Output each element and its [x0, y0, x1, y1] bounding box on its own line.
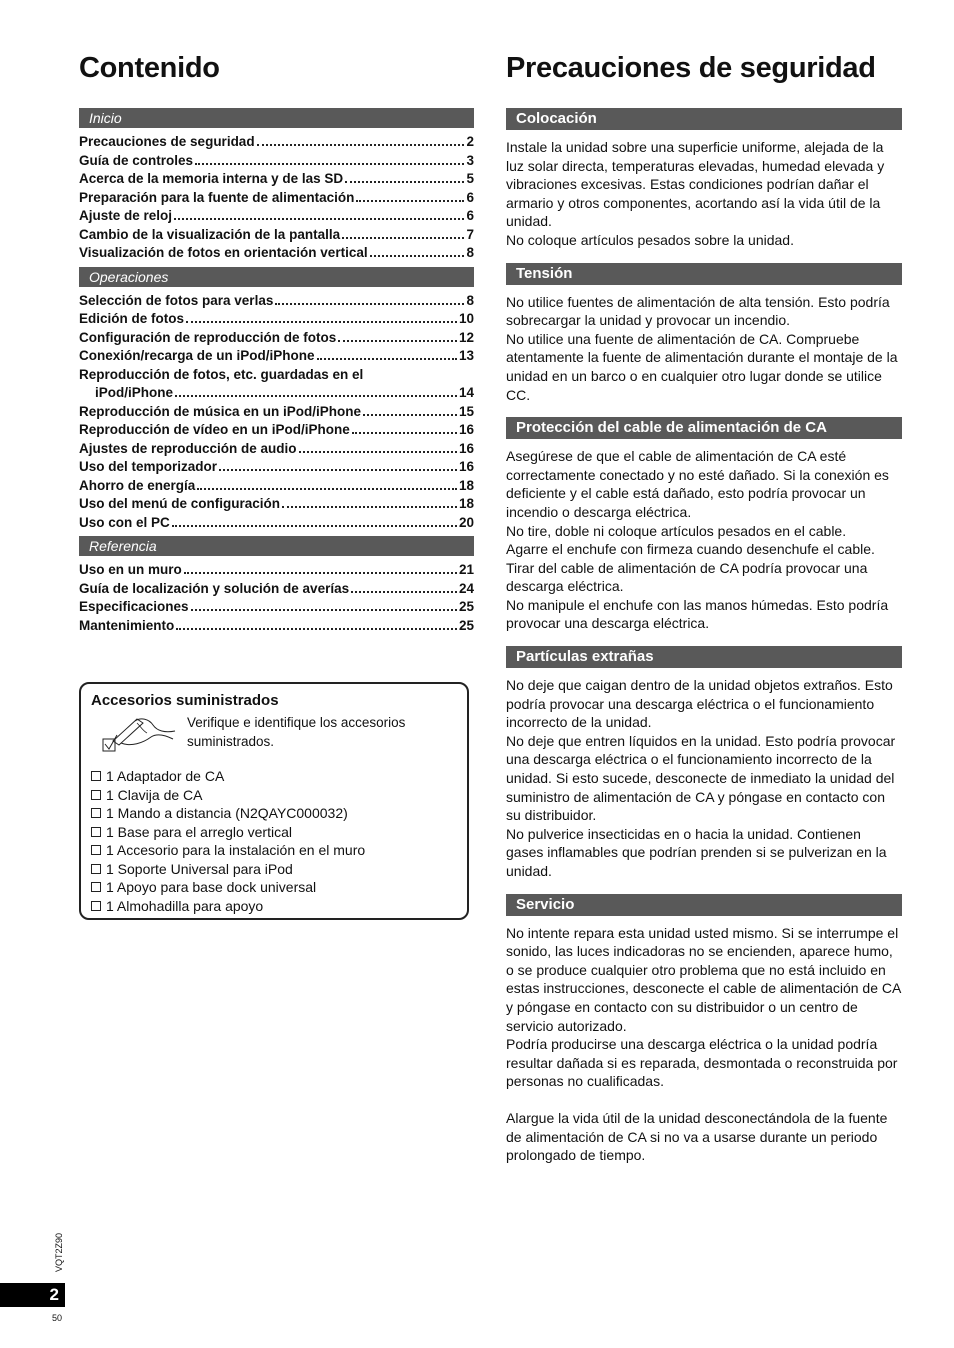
toc-item[interactable]: Especificaciones 25 [79, 599, 474, 614]
toc-list [79, 561, 474, 635]
toc-item[interactable]: Reproducción de música en un iPod/iPhone 15 [79, 403, 474, 419]
toc-list [79, 133, 474, 263]
toc-section-inicio [79, 108, 474, 263]
pen-checkmark-icon [91, 713, 181, 759]
toc-item[interactable]: Uso con el PC 20 [79, 514, 474, 530]
toc-section-heading: Operaciones [79, 267, 474, 287]
toc-item[interactable]: Guía de controles 3 [79, 152, 474, 168]
section-heading: Protección del cable de alimentación de CA [506, 417, 902, 439]
toc-item[interactable]: iPod/iPhone 14 [95, 385, 474, 400]
checkbox-icon[interactable] [91, 864, 101, 874]
checkbox-icon[interactable] [91, 845, 101, 855]
safety-column [506, 48, 902, 1178]
accessory-item: 1 Apoyo para base dock universal [91, 878, 457, 897]
accessory-item: 1 Base para el arreglo vertical [91, 823, 457, 842]
paragraph: Asegúrese de que el cable de alimentación de CA esté correctamente conectado y no esté dañado. Si la conexión es deficiente y el cable está dañado, esto podría provocar un incendio o descarga eléctrica. [506, 448, 889, 520]
checkbox-icon[interactable] [91, 771, 101, 781]
paragraph: No tire, doble ni coloque artículos pesados en el cable. [506, 522, 847, 539]
accessory-item: 1 Clavija de CA [91, 786, 457, 805]
section-heading: Tensión [506, 263, 902, 285]
toc-item[interactable]: Ajuste de reloj 6 [79, 208, 474, 223]
toc-item[interactable]: Uso del menú de configuración 18 [79, 496, 474, 511]
toc-item[interactable]: Selección de fotos para verlas 8 [79, 292, 474, 308]
checkbox-icon[interactable] [91, 808, 101, 818]
paragraph: No manipule el enchufe con las manos húmedas. Esto podría provocar una descarga eléctrica. [506, 596, 889, 632]
toc-section-referencia [79, 536, 474, 635]
accessory-item: 1 Accesorio para la instalación en el muro [91, 841, 457, 860]
paragraph: Podría producirse una descarga eléctrica o la unidad podría resultar dañada si es reparada, desmontada o reconstruida por personas no cualificadas. [506, 1036, 898, 1090]
checkbox-icon[interactable] [91, 882, 101, 892]
toc-item[interactable]: Ahorro de energía 18 [79, 477, 474, 493]
section-heading: Colocación [506, 108, 902, 130]
paragraph: No utilice fuentes de alimentación de alta tensión. Esto podría sobrecargar la unidad y provocar un incendio. [506, 293, 890, 329]
accessories-intro-text: Verifique e identifique los accesorios suministrados. [187, 715, 406, 749]
toc-item[interactable]: Precauciones de seguridad 2 [79, 134, 474, 149]
toc-item[interactable]: Uso del temporizador 16 [79, 459, 474, 474]
section-particulas [506, 646, 902, 881]
checkbox-icon[interactable] [91, 790, 101, 800]
paragraph: No utilice una fuente de alimentación de CA. Compruebe atentamente la fuente de alimentación durante el montaje de la unidad en un barco o en cualquier otro lugar donde se utilice CC. [506, 330, 898, 403]
section-heading: Servicio [506, 894, 902, 916]
toc-item[interactable]: Preparación para la fuente de alimentación 6 [79, 189, 474, 205]
accessories-box [79, 682, 469, 920]
accessory-item: 1 Adaptador de CA [91, 767, 457, 786]
checkbox-icon[interactable] [91, 901, 101, 911]
toc-item[interactable]: Reproducción de vídeo en un iPod/iPhone 16 [79, 422, 474, 437]
toc-item[interactable]: Uso en un muro 21 [79, 562, 474, 577]
accessory-item: 1 Mando a distancia (N2QAYC000032) [91, 804, 457, 823]
toc-item[interactable]: Cambio de la visualización de la pantalla 7 [79, 226, 474, 242]
paragraph: No intente repara esta unidad usted mismo. Si se interrumpe el sonido, las luces indicadoras no se encienden, aparece humo, o se produce cualquier otro problema que no está incluido en estas instrucciones, desconecte el cable de alimentación de CA y póngase en contacto con su distribuidor o un centro de servicio autorizado. [506, 924, 901, 1034]
accessories-list [91, 767, 457, 915]
toc-item[interactable]: Edición de fotos 10 [79, 311, 474, 326]
toc-section-heading: Referencia [79, 536, 474, 556]
paragraph: No pulverice insecticidas en o hacia la unidad. Contienen gases inflamables que podrían prenden si se pulverizan en la unidad. [506, 825, 887, 879]
checkbox-icon[interactable] [91, 827, 101, 837]
section-heading: Partículas extrañas [506, 646, 902, 668]
paragraph: Agarre el enchufe con firmeza cuando desenchufe el cable. Tirar del cable de alimentación de CA podría provocar una descarga eléctrica. [506, 541, 875, 595]
contents-column [79, 48, 474, 639]
toc-item[interactable]: Mantenimiento 25 [79, 617, 474, 633]
paragraph: No deje que entren líquidos en la unidad. Esto podría provocar una descarga eléctrica o el funcionamiento incorrecto de la unidad. Si esto sucede, desconecte de inmediato la unidad del suministro de alimentación de CA y póngase en contacto con su distribuidor. [506, 732, 896, 824]
accessories-intro [91, 713, 457, 759]
section-servicio [506, 894, 902, 1165]
toc-list [79, 292, 474, 533]
toc-item[interactable]: Ajustes de reproducción de audio 16 [79, 440, 474, 456]
accessory-item: 1 Soporte Universal para iPod [91, 860, 457, 879]
safety-title: Precauciones de seguridad [506, 52, 876, 84]
toc-item[interactable]: Configuración de reproducción de fotos 12 [79, 329, 474, 345]
document-code: VQT2Z90 [54, 1232, 64, 1272]
toc-item[interactable]: Visualización de fotos en orientación vertical 8 [79, 245, 474, 260]
accessories-title: Accesorios suministrados [91, 692, 279, 709]
toc-item[interactable]: Guía de localización y solución de averías 24 [79, 580, 474, 596]
section-tension [506, 263, 902, 405]
toc-section-heading: Inicio [79, 108, 474, 128]
accessory-item: 1 Almohadilla para apoyo [91, 897, 457, 916]
paragraph: Instale la unidad sobre una superficie uniforme, alejada de la luz solar directa, temperaturas elevadas, humedad elevada y vibraciones excesivas. Estas condiciones podrían dañar el armario y otros componentes, acortando así la vida útil de la unidad. [506, 139, 885, 230]
page-number: 2 [0, 1283, 65, 1307]
paragraph: No deje que caigan dentro de la unidad objetos extraños. Esto podría provocar una descarga eléctrica o el funcionamiento incorrecto de la unidad. [506, 677, 893, 731]
section-cable [506, 417, 902, 633]
toc-item[interactable]: Conexión/recarga de un iPod/iPhone 13 [79, 348, 474, 363]
paragraph: No coloque artículos pesados sobre la unidad. [506, 231, 794, 248]
small-page-number: 50 [52, 1313, 63, 1323]
toc-section-operaciones [79, 267, 474, 533]
paragraph: Alargue la vida útil de la unidad desconectándola de la fuente de alimentación de CA si no va a usarse durante un periodo prolongado de tiempo. [506, 1109, 888, 1164]
toc-item[interactable]: Reproducción de fotos, etc. guardadas en el [79, 366, 364, 382]
toc-item[interactable]: Acerca de la memoria interna y de las SD 5 [79, 171, 474, 186]
section-colocacion [506, 108, 902, 250]
contents-title: Contenido [79, 52, 220, 84]
